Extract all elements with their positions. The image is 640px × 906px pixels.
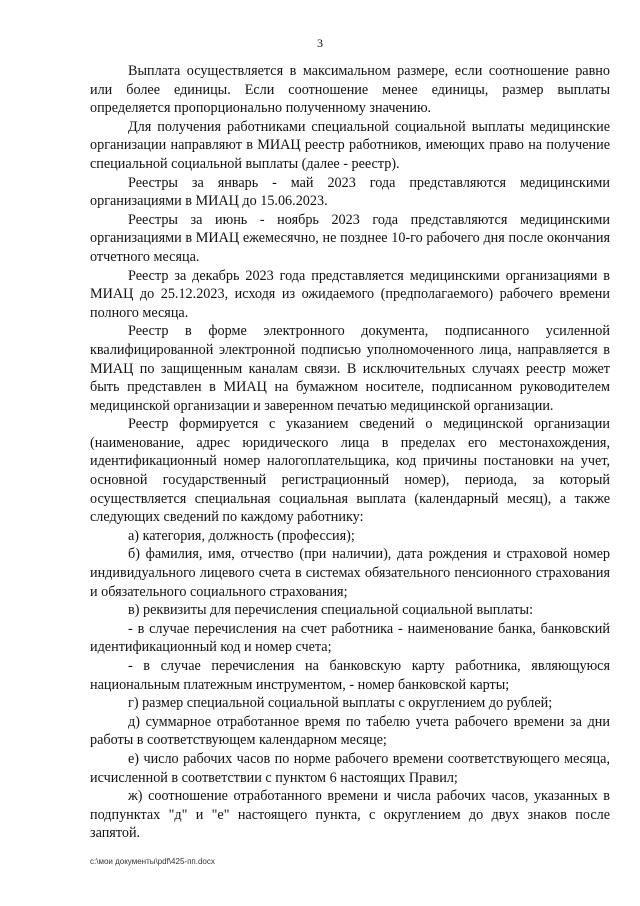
paragraph: Для получения работниками специальной социальной выплаты медицинские организации направляют в МИАЦ реестр работников, имеющих право на получение специальной социальной выплаты (далее - реестр). (90, 118, 610, 172)
list-item: - в случае перечисления на банковскую карту работника, являющуюся национальным платежным инструментом, - номер банковской карты; (90, 658, 610, 693)
list-item: г) размер специальной социальной выплаты с округлением до рублей; (128, 695, 553, 712)
list-item: ж) соотношение отработанного времени и числа рабочих часов, указанных в подпунктах "д" и "е" настоящего пункта, с округлением до двух знаков после запятой. (90, 788, 610, 842)
list-item: д) суммарное отработанное время по табелю учета рабочего времени за дни работы в соответствующем календарном месяце; (90, 713, 610, 749)
list-item: в) реквизиты для перечисления специальной социальной выплаты: (128, 602, 534, 619)
list-item: е) число рабочих часов по норме рабочего времени соответствующего месяца, исчисленной в соответствии с пунктом 6 настоящих Правил; (90, 750, 610, 786)
paragraph: Реестр в форме электронного документа, подписанного усиленной квалифицированной электронной подписью уполномоченного лица, направляется в МИАЦ по защищенным каналам связи. В исключительных случаях реестр может быть представлен в МИАЦ на бумажном носителе, подписанном руководителем медицинской организации и заверенном печатью медицинской организации. (90, 323, 610, 414)
page-number: 3 (317, 36, 323, 50)
list-item: - в случае перечисления на счет работника - наименование банка, банковский идентификационный код и номер счета; (90, 620, 610, 656)
paragraph: Реестр формируется с указанием сведений о медицинской организации (наименование, адрес юридического лица в пределах его местонахождения, идентификационный номер налогоплательщика, код причины постановки на учет, основной государственный регистрационный номер), периода, за который осуществляется специальная социальная выплата (календарный месяц), а также следующих сведений по каждому работнику: (90, 416, 610, 526)
document-body (90, 62, 610, 843)
file-path-footer: c:\мои документы\pdf\425-пп.docx (90, 857, 215, 866)
paragraph: Реестр за декабрь 2023 года представляется медицинскими организациями в МИАЦ до 25.12.2023, исходя из ожидаемого (предполагаемого) рабочего времени полного месяца. (90, 267, 610, 321)
paragraph: Реестры за июнь - ноябрь 2023 года представляются медицинскими организациями в МИАЦ ежемесячно, не позднее 10-го рабочего дня после окончания отчетного месяца. (90, 211, 610, 265)
paragraph: Реестры за январь - май 2023 года представляются медицинскими организациями в МИАЦ до 15.06.2023. (90, 174, 610, 210)
paragraph: Выплата осуществляется в максимальном размере, если соотношение равно или более единицы. Если соотношение менее единицы, размер выплаты определяется пропорционально полученному значению. (90, 63, 610, 117)
list-item: б) фамилия, имя, отчество (при наличии), дата рождения и страховой номер индивидуального лицевого счета в системах обязательного пенсионного страхования и обязательного социального страхования; (90, 546, 610, 600)
list-item: а) категория, должность (профессия); (128, 527, 355, 544)
